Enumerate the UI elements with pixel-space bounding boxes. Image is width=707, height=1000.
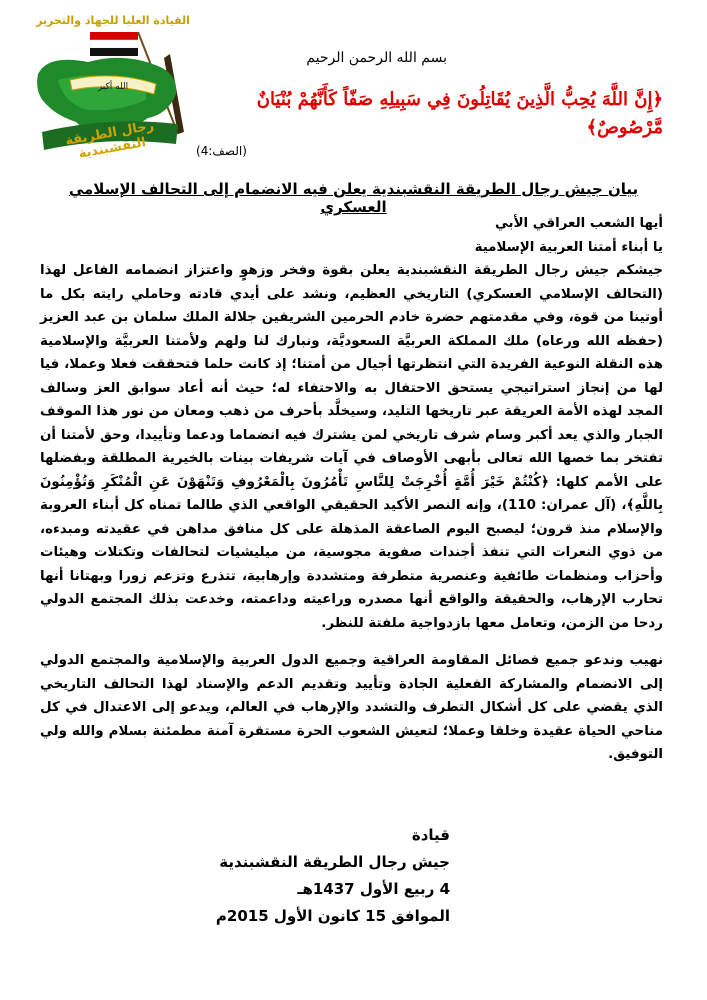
signature-line-1: قيادة xyxy=(411,826,450,844)
signature-line-2: جيش رجال الطريقة النقشبندية xyxy=(219,853,450,871)
paragraph-2: نهيب وندعو جميع فصائل المقاومة العراقية وجميع الدول العربية والإسلامية والمجتمع الدولي إلى الانضمام والمشاركة الفعلية الجادة وتأييد وتقديم الدعم والإسناد لهذا التحالف التاريخي الذي يقضي على كل أشكال التطرف والتشدد والإرهاب في العالم، ويدعو إلى الاعتدال في كل مناحي الحياة عقيدة وخلقا وعملا؛ لتعيش الشعوب الحرة مستقرة آمنة مطمئنة بسلام والله ولي التوفيق. xyxy=(40,653,663,762)
logo-bottom-text: رجال الطريقة النقشبندية xyxy=(64,118,156,162)
logo-banner-text: الله أكبر xyxy=(97,82,129,92)
greeting-line-1: أيها الشعب العراقي الأبي xyxy=(495,216,663,231)
emblem-logo xyxy=(28,14,198,162)
signature-gregorian-date: الموافق 15 كانون الأول 2015م xyxy=(215,907,450,925)
quran-verse: ﴿إِنَّ اللَّهَ يُحِبُّ الَّذِينَ يُقَاتِلُونَ فِي سَبِيلِهِ صَفّاً كَأَنَّهُمْ بُنْيَانٌ مَّرْصُوصٌ﴾ xyxy=(256,89,663,138)
logo-top-text: القيادة العليا للجهاد والتحرير xyxy=(36,14,190,27)
basmala: بسم الله الرحمن الرحيم xyxy=(306,50,447,66)
greeting-line-2: يا أبناء أمتنا العربية الإسلامية xyxy=(474,239,663,255)
verse-reference: (الصف:4) xyxy=(196,144,247,158)
statement-title: بيان جيش رجال الطريقة النقشبندية يعلن فيه الانضمام إلى التحالف الإسلامي العسكري xyxy=(68,180,639,216)
statement-body xyxy=(40,212,663,767)
signature-block xyxy=(190,822,450,930)
paragraph-1: جيشكم جيش رجال الطريقة النقشبندية يعلن بقوة وفخر وزهوٍ واعتزاز انضمامه الفاعل لهذا (التحالف الإسلامي العسكري) التاريخي العظيم، ونشد على أيدي قادته وحاملي رايته بكل ما أوتينا من قوة، وفي مقدمتهم حضرة خادم الحرمين الشريفين جلالة الملك سلمان بن عبد العزيز (حفظه الله ورعاه) ملك المملكة العربيَّة السعوديَّة، ونبارك لنا ولهم ولأمتنا العربيَّة والإسلامية هذه النقلة النوعية الفريدة التي انتظرتها أجيال من أمتنا؛ إذ كانت حلما فتحققت فعلا وعملا، فيا لها من إنجاز استراتيجي يستحق الاحتفال به والاحتفاء له؛ حيث أنه أعاد سوابق العز وسالف المجد لهذه الأمة العريقة عبر تاريخها التليد، وسيخلَّد بأحرف من ذهب ومعان من نور هذا الموقف الجبار والذي يعد أكبر وسام شرف تاريخي لمن يشترك فيه انضماما ودعما وتأييدا، وحق لأمتنا أن تفتخر بما خصها الله تعالى بأبهى الأوصاف في آيات شريفات بينات بالخيرية المطلقة وبفضلها على الأمم كلها: ﴿كُنْتُمْ خَيْرَ أُمَّةٍ أُخْرِجَتْ لِلنَّاسِ تَأْمُرُونَ بِالْمَعْرُوفِ وَتَنْهَوْنَ عَنِ الْمُنْكَرِ وَتُؤْمِنُونَ بِاللَّهِ﴾، (آل عمران: 110)، وإنه النصر الأكيد الحقيقي الواقعي الذي طالما تمناه كل أبناء العروبة والإسلام منذ قرون؛ ليصبح اليوم الصاعقة المذهلة على كل منافق مداهن في عقيدته ومبدءه، من ذوي النعرات التي تنفذ أجندات صفوية مجوسية، من ميليشيات لتحالفات وتكتلات وهيئات وأحزاب ومنظمات طائفية وعنصرية متطرفة ومتشددة وإرهابية، تتذرع وتزعم زورا وبهتانا أنها تحارب الإرهاب، والحقيقة والواقع أنها مصدره وراعيته وداعمته، وخدعت بذلك المجتمع الدولي ردحا من الزمن، وتعامل معها بازدواجية ملفتة للنظر. xyxy=(40,263,664,631)
signature-hijri-date: 4 ربيع الأول 1437هـ xyxy=(297,880,450,898)
